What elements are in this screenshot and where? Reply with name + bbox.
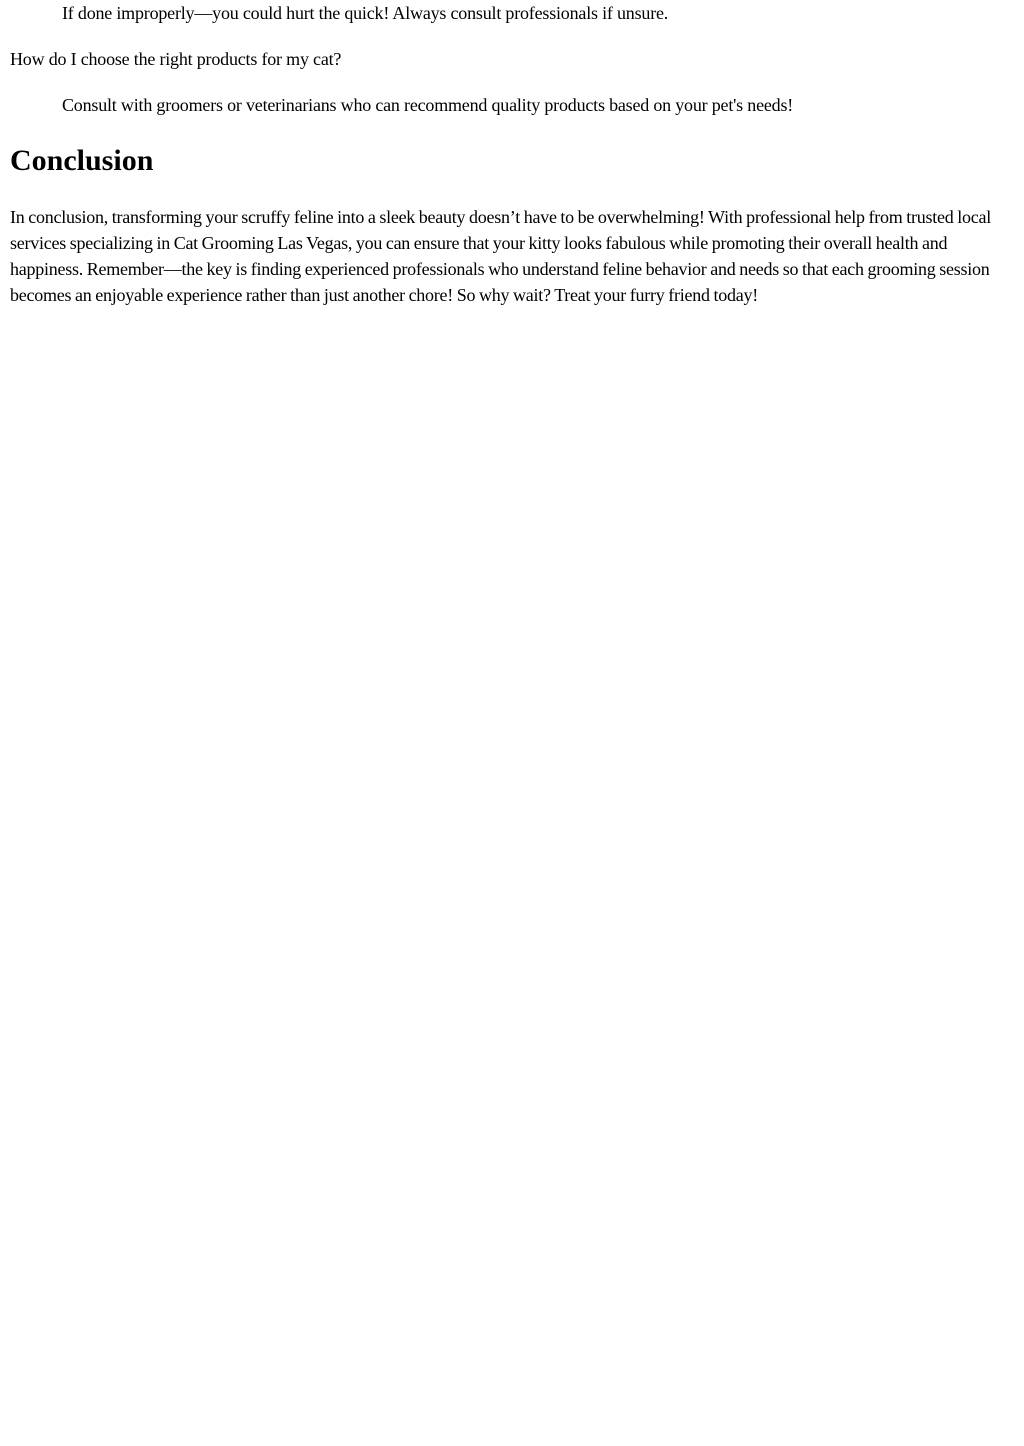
faq-answer: If done improperly—you could hurt the quick! Always consult professionals if unsure. xyxy=(62,3,669,23)
conclusion-paragraph: In conclusion, transforming your scruffy feline into a sleek beauty doesn’t have to be overwhelming! With professional help from trusted local services specializing in Cat Grooming Las Vegas, you can ensure that your kitty looks fabulous while promoting their overall health and happiness. Remember—the key is finding experienced professionals who understand feline behavior and needs so that each grooming session becomes an enjoyable experience rather than just another chore! So why wait? Treat your furry friend today! xyxy=(10,207,992,305)
faq-question: How do I choose the right products for my cat? xyxy=(10,49,342,69)
faq-answer: Consult with groomers or veterinarians who can recommend quality products based on your pet's needs! xyxy=(62,95,794,115)
section-heading: Conclusion xyxy=(10,144,154,177)
